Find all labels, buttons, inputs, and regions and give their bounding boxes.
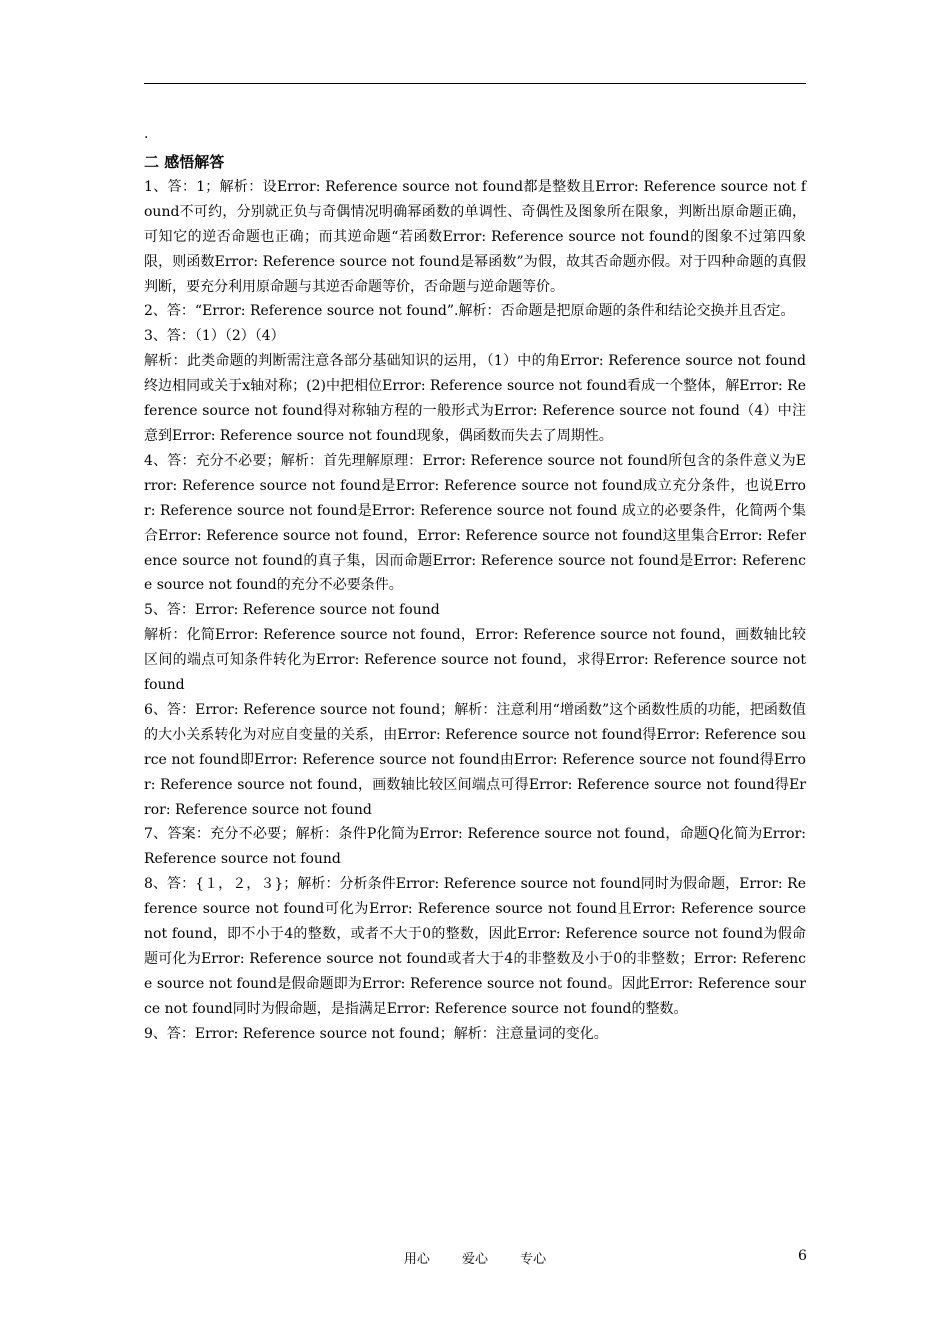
answer-8: 8、答：{１，２，３}；解析：分析条件Error: Reference source not found同时为假命题，Error: Reference source not found可化为Error: Reference source not found且Error: Reference source not found，即不小于4的整数，或者不大于0的整数，因此Error: Reference source not found为假命题可化为Error: Reference source not found或者大于4的非整数及小于0的非整数；Error: Reference source not found是假命题即为Error: Reference source not found。因此Error: Reference source not found同时为假命题，是指满足Error: Reference source not found的整数。: [144, 876, 806, 1017]
answer-5-analysis: 解析：化简Error: Reference source not found，Error: Reference source not found，画数轴比较区间的端点可知条件转化为Error: Reference source not found，求得Error: Reference source not found: [144, 627, 806, 694]
answer-2: 2、答：“Error: Reference source not found”.解析：否命题是把原命题的条件和结论交换并且否定。: [144, 303, 795, 320]
answer-3-analysis: 解析：此类命题的判断需注意各部分基础知识的运用，（1）中的角Error: Reference source not found终边相同或关于x轴对称；(2)中把相位Error: Reference source not found看成一个整体，解Error: Reference source not found得对称轴方程的一般形式为Error: Reference source not found（4）中注意到Error: Reference source not found现象，偶函数而失去了周期性。: [144, 353, 806, 444]
page-footer: [0, 1248, 950, 1267]
answer-9: 9、答：Error: Reference source not found；解析：注意量词的变化。: [144, 1025, 608, 1042]
answer-6: 6、答：Error: Reference source not found；解析：注意利用“增函数”这个函数性质的功能，把函数值的大小关系转化为对应自变量的关系，由Error: Reference source not found得Error: Reference source not found即Error: Reference source not found由Error: Reference source not found得Error: Reference source not found，画数轴比较区间端点可得Error: Reference source not found得Error: Reference source not found: [144, 701, 806, 818]
section-heading: 二 感悟解答: [144, 153, 225, 171]
header-mark: .: [144, 126, 149, 142]
header-rule: [144, 83, 806, 84]
footer-middle: 爱心: [461, 1252, 488, 1267]
answer-7: 7、答案：充分不必要；解析：条件P化简为Error: Reference source not found，命题Q化简为Error: Reference source not found: [144, 826, 806, 868]
page-number: 6: [798, 1248, 807, 1264]
footer-right: 专心: [520, 1252, 547, 1267]
answer-3: 3、答：（1）（2）（4）: [144, 328, 285, 345]
answer-content: [144, 150, 806, 1047]
answer-1: 1、答：1；解析：设Error: Reference source not found都是整数且Error: Reference source not found不可约，分别就正负与奇偶情况明确幂函数的单调性、奇偶性及图象所在限象，判断出原命题正确，可知它的逆否命题也正确；而其逆命题“若函数Error: Reference source not found的图象不过第四象限，则函数Error: Reference source not found是幂函数”为假，故其否命题亦假。对于四种命题的真假判断，要充分利用原命题与其逆否命题等价，否命题与逆命题等价。: [144, 178, 806, 295]
footer-left: 用心: [403, 1252, 430, 1267]
answer-5: 5、答：Error: Reference source not found: [144, 602, 440, 619]
answer-4: 4、答：充分不必要；解析：首先理解原理：Error: Reference source not found所包含的条件意义为Error: Reference source not found是Error: Reference source not found成立充分条件，也说Error: Reference source not found是Error: Reference source not found 成立的必要条件，化简两个集合Error: Reference source not found，Error: Reference source not found这里集合Error: Reference source not found的真子集，因而命题Error: Reference source not found是Error: Reference source not found的充分不必要条件。: [144, 452, 806, 594]
